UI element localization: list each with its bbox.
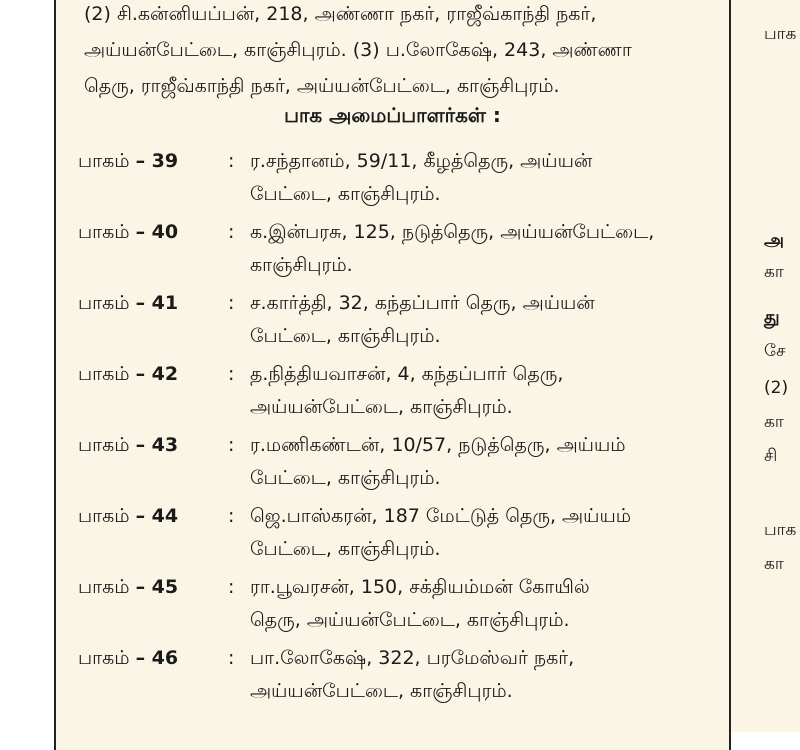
- organizer-detail: பா.லோகேஷ், 322, பரமேஸ்வர் நகர், அய்யன்பேட்டை, காஞ்சிபுரம்.: [250, 647, 575, 702]
- organizer-detail: க.இன்பரசு, 125, நடுத்தெரு, அய்யன்பேட்டை, காஞ்சிபுரம்.: [250, 221, 655, 276]
- organizer-entry: [78, 358, 718, 424]
- article-column: [54, 0, 731, 750]
- organizer-entry: [78, 287, 718, 353]
- organizer-entry: [78, 571, 718, 637]
- part-label: பாகம் – 44: [78, 505, 179, 527]
- part-label: பாகம் – 39: [78, 150, 179, 172]
- fragment-text: கா: [764, 554, 784, 574]
- organizer-detail: ர.மணிகண்டன், 10/57, நடுத்தெரு, அய்யம் பேட்டை, காஞ்சிபுரம்.: [250, 434, 626, 489]
- part-label: பாகம் – 45: [78, 576, 179, 598]
- fragment-text: பாக: [764, 24, 797, 44]
- organizer-entry: [78, 145, 718, 211]
- adjacent-column-fragment: [731, 0, 800, 732]
- fragment-text: து: [764, 307, 780, 328]
- part-label: பாகம் – 46: [78, 647, 179, 669]
- colon: :: [228, 505, 235, 527]
- section-heading: பாக அமைப்பாளர்கள் :: [284, 103, 501, 127]
- part-label: பாகம் – 41: [78, 292, 179, 314]
- organizer-detail: த.நித்தியவாசன், 4, கந்தப்பார் தெரு, அய்யன்பேட்டை, காஞ்சிபுரம்.: [250, 363, 564, 418]
- organizer-detail: ர.சந்தானம், 59/11, கீழத்தெரு, அய்யன் பேட்டை, காஞ்சிபுரம்.: [250, 150, 593, 205]
- part-label: பாகம் – 40: [78, 221, 179, 243]
- fragment-text: அ: [764, 230, 785, 251]
- intro-line: (2) சி.கன்னியப்பன், 218, அண்ணா நகர், ராஜீவ்காந்தி நகர்,: [84, 3, 597, 25]
- fragment-text: (2): [764, 378, 789, 398]
- part-label: பாகம் – 43: [78, 434, 179, 456]
- organizer-list: [78, 145, 718, 713]
- colon: :: [228, 221, 235, 243]
- fragment-text: பாக: [764, 520, 797, 540]
- intro-line: அய்யன்பேட்டை, காஞ்சிபுரம். (3) ப.லோகேஷ், 243, அண்ணா: [84, 39, 632, 61]
- fragment-text: சி: [764, 446, 778, 466]
- colon: :: [228, 647, 235, 669]
- organizer-detail: ரா.பூவரசன், 150, சக்தியம்மன் கோயில் தெரு, அய்யன்பேட்டை, காஞ்சிபுரம்.: [250, 576, 590, 631]
- organizer-entry: [78, 216, 718, 282]
- organizer-entry: [78, 500, 718, 566]
- colon: :: [228, 292, 235, 314]
- intro-line: தெரு, ராஜீவ்காந்தி நகர், அய்யன்பேட்டை, காஞ்சிபுரம்.: [84, 75, 560, 97]
- organizer-detail: ஜெ.பாஸ்கரன், 187 மேட்டுத் தெரு, அய்யம் பேட்டை, காஞ்சிபுரம்.: [250, 505, 632, 560]
- colon: :: [228, 576, 235, 598]
- colon: :: [228, 363, 235, 385]
- colon: :: [228, 150, 235, 172]
- organizer-detail: ச.கார்த்தி, 32, கந்தப்பார் தெரு, அய்யன் பேட்டை, காஞ்சிபுரம்.: [250, 292, 595, 347]
- fragment-text: சே: [764, 341, 786, 361]
- fragment-text: கா: [764, 412, 784, 432]
- organizer-entry: [78, 429, 718, 495]
- fragment-text: கா: [764, 262, 784, 282]
- colon: :: [228, 434, 235, 456]
- organizer-entry: [78, 642, 718, 708]
- part-label: பாகம் – 42: [78, 363, 179, 385]
- intro-paragraph: [84, 0, 714, 104]
